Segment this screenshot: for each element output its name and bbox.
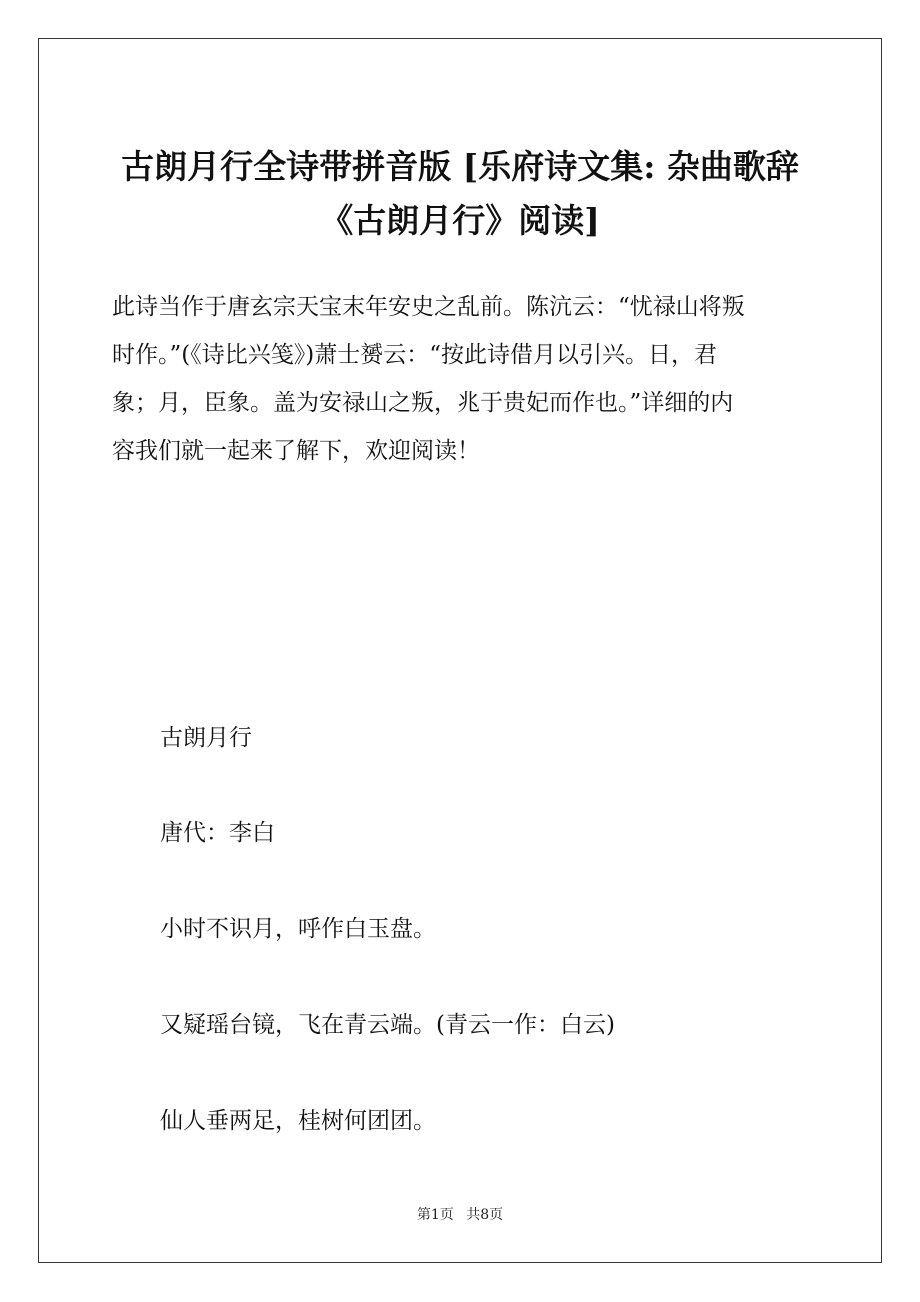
poem-line-1: 小时不识月，呼作白玉盘。 bbox=[160, 916, 436, 942]
intro-paragraph bbox=[112, 283, 812, 475]
page-footer bbox=[0, 1205, 920, 1225]
poem-line-3: 仙人垂两足，桂树何团团。 bbox=[160, 1108, 436, 1134]
intro-line-2: 时作。”(《诗比兴笺》)萧士赟云：“按此诗借月以引兴。日，君 bbox=[112, 342, 717, 368]
page-total: 共8页 bbox=[466, 1207, 504, 1223]
title-line-1: 古朗月行全诗带拼音版 [乐府诗文集: 杂曲歌辞 bbox=[121, 147, 799, 186]
intro-line-4: 容我们就一起来了解下，欢迎阅读！ bbox=[112, 438, 480, 464]
page-number: 第1页 bbox=[416, 1207, 454, 1223]
poem-title: 古朗月行 bbox=[160, 725, 252, 751]
intro-line-3: 象；月，臣象。盖为安禄山之叛，兆于贵妃而作也。”详细的内 bbox=[112, 390, 734, 416]
document-title bbox=[60, 140, 860, 248]
poem-author: 唐代：李白 bbox=[160, 820, 275, 846]
title-line-2: 《古朗月行》阅读] bbox=[320, 201, 600, 240]
poem-line-2: 又疑瑶台镜，飞在青云端。(青云一作：白云) bbox=[160, 1012, 615, 1038]
intro-line-1: 此诗当作于唐玄宗天宝末年安史之乱前。陈沆云：“忧禄山将叛 bbox=[112, 294, 745, 320]
